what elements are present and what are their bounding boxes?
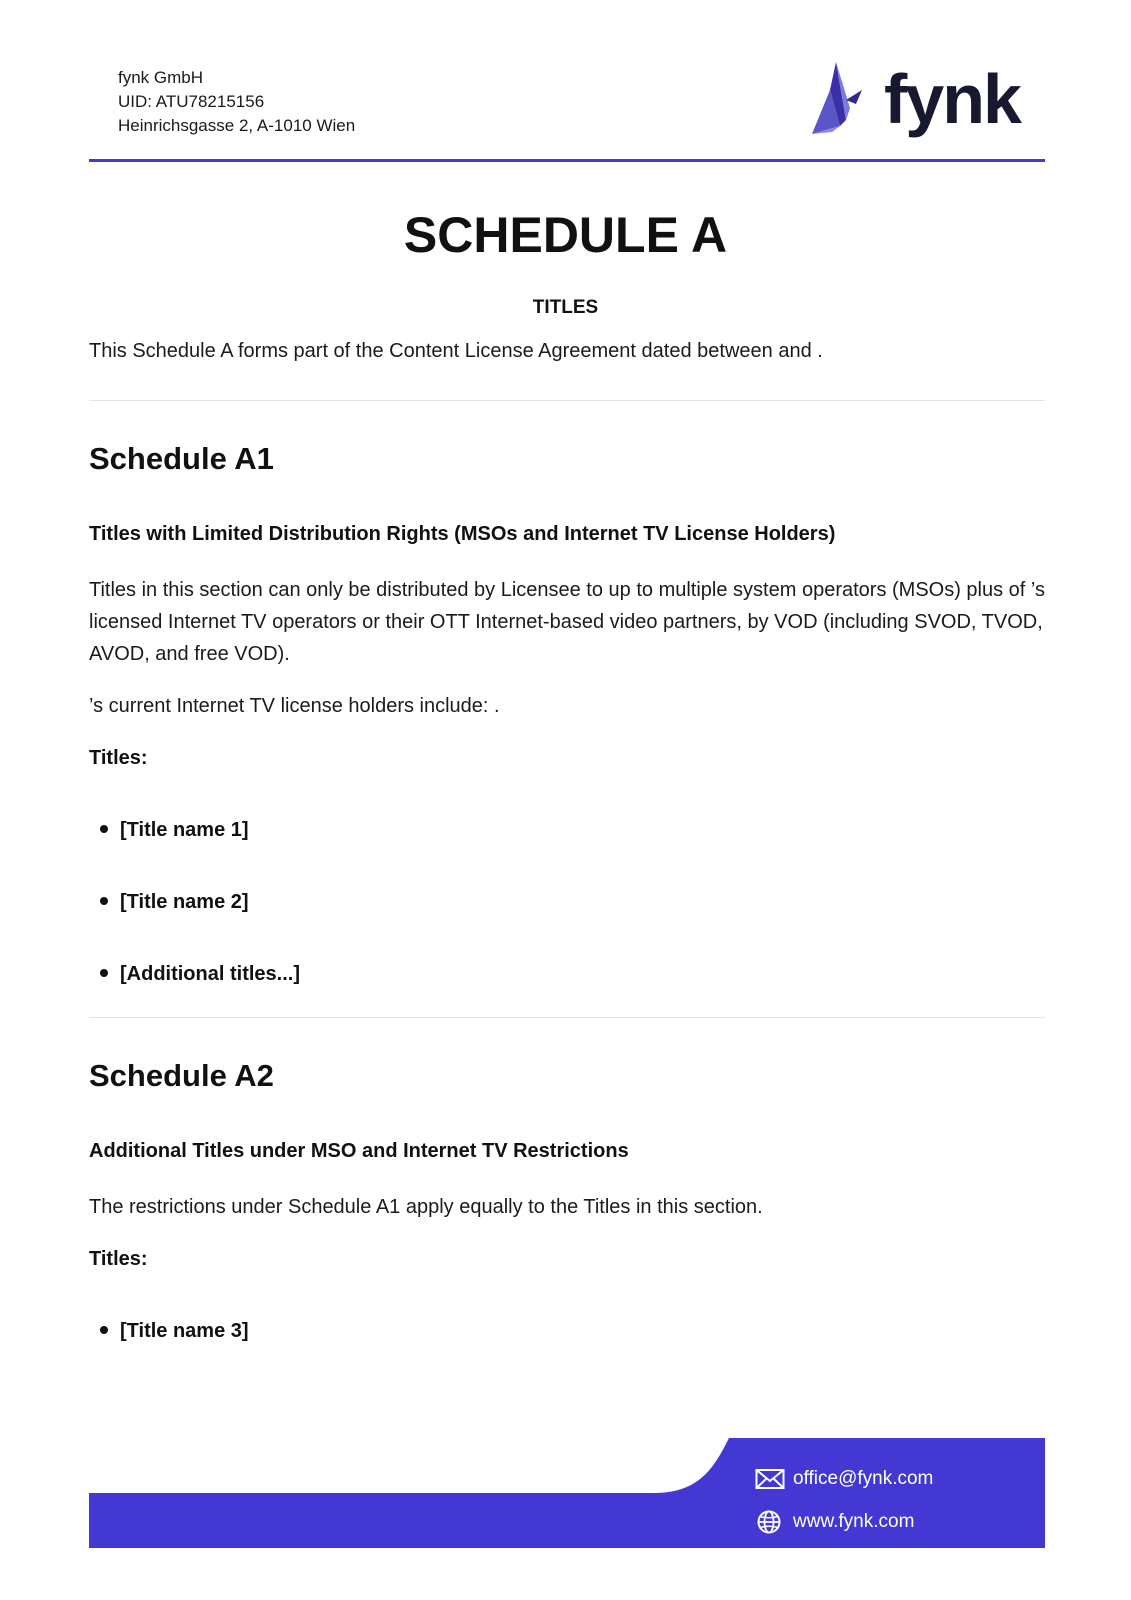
footer-website[interactable]: www.fynk.com [755,1509,914,1535]
globe-icon [755,1510,785,1534]
schedule-a2-paragraph: The restrictions under Schedule A1 apply equally to the Titles in this section. [89,1196,763,1218]
schedule-a2-titles-label: Titles: [89,1248,148,1270]
list-item: [Additional titles...] [100,960,300,988]
company-uid: UID: ATU78215156 [118,92,265,111]
logo-wordmark: fynk [884,60,1020,138]
company-name: fynk GmbH [118,68,204,87]
schedule-a1-titles-label: Titles: [89,747,148,769]
schedule-a1-holders: ’s current Internet TV license holders include: . [89,695,500,717]
bullet-icon [100,897,108,905]
intro-paragraph: This Schedule A forms part of the Content License Agreement dated between and . [89,340,823,362]
section-divider [89,1017,1045,1018]
bullet-icon [100,825,108,833]
list-item: [Title name 2] [100,888,249,916]
list-item: [Title name 1] [100,816,249,844]
company-info [118,66,355,138]
schedule-a2-subheading: Additional Titles under MSO and Internet TV Restrictions [89,1140,629,1162]
section-divider [89,400,1045,401]
fynk-logo [806,60,1020,144]
list-item: [Title name 3] [100,1317,249,1345]
schedule-a1-heading: Schedule A1 [89,441,274,476]
mail-icon [755,1467,785,1491]
header-divider [89,159,1045,162]
page-subtitle: TITLES [532,297,599,318]
bird-logo-icon [806,60,886,144]
footer-email[interactable]: office@fynk.com [755,1466,933,1492]
company-address: Heinrichsgasse 2, A-1010 Wien [118,116,356,135]
schedule-a2-heading: Schedule A2 [89,1058,274,1093]
bullet-icon [100,1326,108,1334]
schedule-a1-subheading: Titles with Limited Distribution Rights (MSOs and Internet TV License Holders) [89,523,836,545]
schedule-a1-paragraph: Titles in this section can only be distributed by Licensee to up to multiple system operators (MSOs) plus of ’s licensed Internet TV operators or their OTT Internet-based video partners, by VOD (including SVOD, TVOD, AVOD, and free VOD). [89,579,1045,665]
page-title: SCHEDULE A [403,207,728,263]
bullet-icon [100,969,108,977]
